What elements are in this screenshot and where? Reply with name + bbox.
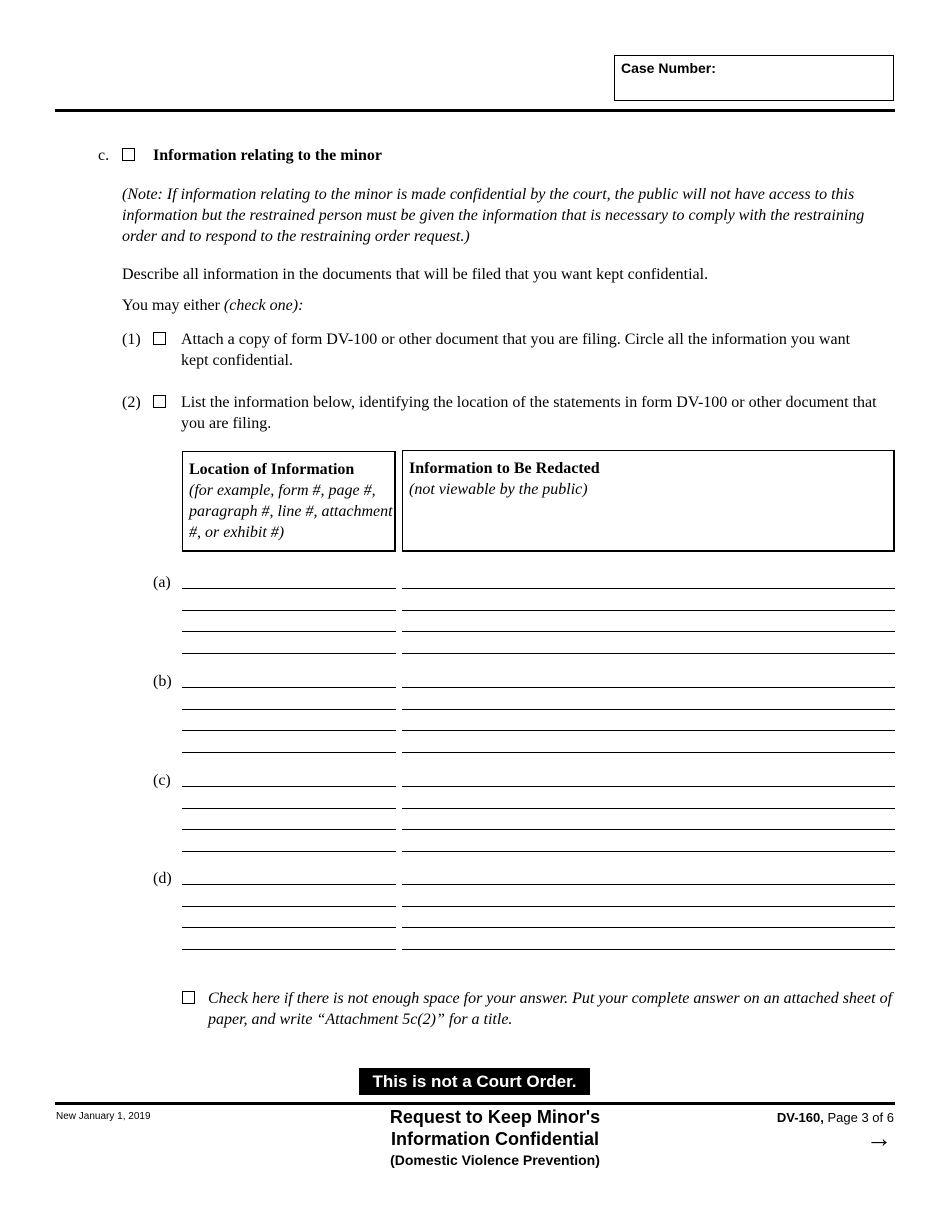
location-line[interactable] (182, 610, 396, 611)
case-number-box[interactable] (614, 55, 894, 101)
redaction-row-a (0, 572, 950, 656)
location-line[interactable] (182, 752, 396, 753)
footer-title-line-2: Information Confidential (391, 1129, 599, 1149)
location-line[interactable] (182, 786, 396, 787)
location-line[interactable] (182, 653, 396, 654)
redacted-line[interactable] (402, 906, 895, 907)
redacted-line[interactable] (402, 808, 895, 809)
option-1-text: Attach a copy of form DV-100 or other document that you are filing. Circle all the information you want kept confidential. (181, 331, 851, 369)
location-line[interactable] (182, 631, 396, 632)
location-line[interactable] (182, 851, 396, 852)
location-line[interactable] (182, 709, 396, 710)
option-1-checkbox[interactable] (153, 332, 166, 345)
redacted-line[interactable] (402, 786, 895, 787)
redacted-line[interactable] (402, 829, 895, 830)
revision-date: New January 1, 2019 (56, 1111, 151, 1122)
redacted-line[interactable] (402, 949, 895, 950)
location-header-box (182, 451, 396, 552)
form-id: DV-160, (776, 1110, 824, 1125)
minor-info-checkbox[interactable] (122, 148, 135, 161)
redacted-header-title: Information to Be Redacted (409, 460, 600, 477)
header-rule (55, 109, 895, 112)
case-number-label: Case Number: (621, 60, 716, 76)
redacted-line[interactable] (402, 927, 895, 928)
redaction-row-c (0, 770, 950, 854)
redacted-line[interactable] (402, 687, 895, 688)
may-either-text: You may either (122, 297, 224, 314)
location-line[interactable] (182, 588, 396, 589)
redacted-line[interactable] (402, 851, 895, 852)
redacted-line[interactable] (402, 752, 895, 753)
location-header-hint: (for example, form #, page #, paragraph #, line #, attachment #, or exhibit #) (189, 482, 393, 541)
location-line[interactable] (182, 949, 396, 950)
choice-instruction (122, 295, 303, 316)
location-header-title: Location of Information (189, 461, 355, 478)
option-2-checkbox[interactable] (153, 395, 166, 408)
location-line[interactable] (182, 884, 396, 885)
next-page-arrow-icon[interactable]: → (866, 1123, 892, 1153)
redacted-header-box (402, 450, 895, 552)
footer-rule (55, 1102, 895, 1105)
section-title: Information relating to the minor (153, 147, 383, 164)
redacted-line[interactable] (402, 631, 895, 632)
redacted-header-hint: (not viewable by the public) (409, 481, 588, 498)
page-number: Page 3 of 6 (823, 1110, 894, 1125)
row-label: (b) (153, 673, 172, 690)
location-line[interactable] (182, 906, 396, 907)
row-label: (c) (153, 772, 171, 789)
location-line[interactable] (182, 687, 396, 688)
option-1-number: (1) (122, 331, 141, 348)
describe-instruction: Describe all information in the documents that will be filed that you want kept confidential. (122, 266, 709, 283)
location-line[interactable] (182, 927, 396, 928)
section-letter: c. (98, 147, 110, 164)
footer-title (300, 1106, 690, 1170)
option-2-text: List the information below, identifying the location of the statements in form DV-100 or other document that you are filing. (181, 394, 877, 432)
check-one-text: (check one): (223, 297, 304, 314)
redacted-line[interactable] (402, 653, 895, 654)
location-line[interactable] (182, 808, 396, 809)
redacted-line[interactable] (402, 730, 895, 731)
redacted-line[interactable] (402, 610, 895, 611)
redacted-line[interactable] (402, 884, 895, 885)
not-court-order-banner: This is not a Court Order. (359, 1068, 590, 1095)
more-space-text: Check here if there is not enough space for your answer. Put your complete answer on an attached sheet of paper, and write “Attachment 5c(2)” for a title. (208, 990, 893, 1028)
footer-title-line-1: Request to Keep Minor's (389, 1107, 601, 1127)
more-space-checkbox[interactable] (182, 991, 195, 1004)
row-label: (d) (153, 870, 172, 887)
footer-title-line-3: (Domestic Violence Prevention) (390, 1152, 600, 1168)
redaction-row-b (0, 671, 950, 755)
confidential-note: (Note: If information relating to the minor is made confidential by the court, the public will not have access to this information but the restrained person must be given the information that is necessary to comply with the restraining order and to respond to the restraining order request.) (122, 186, 865, 245)
redacted-line[interactable] (402, 709, 895, 710)
redaction-row-d (0, 868, 950, 952)
redacted-line[interactable] (402, 588, 895, 589)
location-line[interactable] (182, 829, 396, 830)
option-2-number: (2) (122, 394, 141, 411)
row-label: (a) (153, 574, 171, 591)
location-line[interactable] (182, 730, 396, 731)
